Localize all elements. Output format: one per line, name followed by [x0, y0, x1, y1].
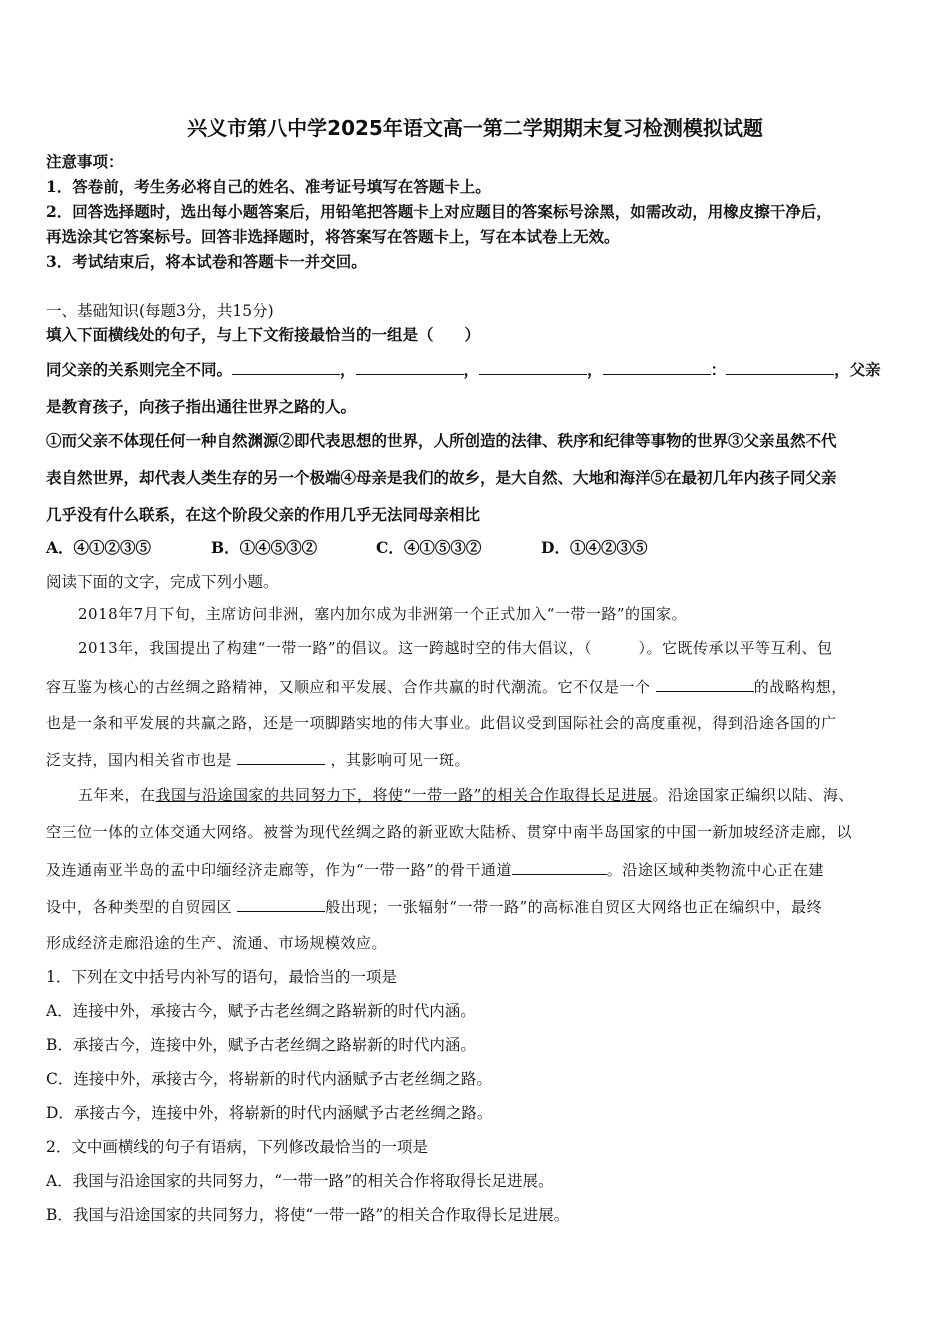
reading-paragraph-3-line [46, 858, 906, 881]
notice-item: 再选涂其它答案标号。回答非选择题时，将答案写在答题卡上，写在本试卷上无效。 [46, 227, 620, 246]
text-segment: 设中，各种类型的自贸园区 [46, 898, 238, 916]
question-2-option: A．我国与沿途国家的共同努力，“一带一路”的相关合作将取得长足进展。 [46, 1172, 554, 1190]
reading-paragraph-3-line: 形成经济走廊沿途的生产、流通、市场规模效应。 [46, 934, 388, 952]
text-segment: 容互鉴为核心的古丝绸之路精神，又顺应和平发展、合作共赢的时代潮流。它不仅是一个 [46, 678, 656, 696]
answer-blank [726, 358, 834, 375]
question-1-option: A．连接中外，承接古今，赋予古老丝绸之路崭新的时代内涵。 [46, 1002, 476, 1020]
text-segment: 及连通南亚半岛的孟中印缅经济走廊等，作为“一带一路”的骨干通道 [46, 861, 512, 879]
question-1-option: D．承接古今，连接中外，将崭新的时代内涵赋予古老丝绸之路。 [46, 1104, 493, 1122]
fill-sentence-end: 是教育孩子，向孩子指出通往世界之路的人。 [46, 397, 357, 416]
reading-paragraph-3-line [78, 784, 906, 806]
material-line: ①而父亲不体现任何一种自然渊源②即代表思想的世界，人所创造的法律、秩序和纪律等事物的世界③父亲虽然不代 [46, 431, 837, 450]
notice-item: 2．回答选择题时，选出每小题答案后，用铅笔把答题卡上对应题目的答案标号涂黑，如需改动，用橡皮擦干净后， [46, 202, 832, 221]
option-c: C．④①⑤③② [376, 538, 482, 557]
reading-instruction: 阅读下面的文字，完成下列小题。 [46, 573, 279, 591]
fill-sentence [46, 358, 906, 381]
section-heading: 一、基础知识(每题3分，共15分) [46, 302, 274, 320]
answer-blank [237, 895, 325, 912]
reading-paragraph-2-line [46, 675, 906, 698]
separator: ， [463, 360, 480, 379]
option-a: A．④①②③⑤ [46, 538, 152, 557]
answer-blank [603, 358, 711, 375]
underlined-sentence: 我国与沿途国家的共同努力下，将使“一带一路”的相关合作取得长足进展 [155, 786, 653, 804]
fill-sentence-start: 同父亲的关系则完全不同。 [46, 360, 233, 379]
answer-blank [356, 358, 464, 375]
question-1-option: B．承接古今，连接中外，赋予古老丝绸之路崭新的时代内涵。 [46, 1036, 476, 1054]
answer-blank [656, 675, 754, 692]
exam-title: 兴义市第八中学2025年语文高一第二学期期末复习检测模拟试题 [187, 116, 763, 140]
text-segment: ，其影响可见一斑。 [325, 751, 471, 769]
answer-blank [479, 358, 587, 375]
answer-blank [232, 358, 340, 375]
text-segment: 泛支持，国内相关省市也是 [46, 751, 238, 769]
text-segment: 般出现；一张辐射“一带一路”的高标准自贸区大网络也正在编织中，最终 [325, 898, 823, 916]
question-stem: 填入下面横线处的句子，与上下文衔接最恰当的一组是（ ） [46, 325, 481, 344]
reading-paragraph-1: 2018年7月下旬，主席访问非洲，塞内加尔成为非洲第一个正式加入“一带一路”的国家。 [78, 605, 688, 623]
question-1-stem: 1．下列在文中括号内补写的语句，最恰当的一项是 [46, 968, 397, 986]
question-2-option: B．我国与沿途国家的共同努力，将使“一带一路”的相关合作取得长足进展。 [46, 1206, 570, 1224]
separator: ， [587, 360, 603, 379]
reading-paragraph-2-line [46, 748, 906, 771]
option-d: D．①④②③⑤ [541, 538, 648, 557]
text-segment: 五年来，在 [78, 786, 156, 804]
options-row [46, 537, 906, 559]
separator: ： [710, 360, 727, 379]
reading-paragraph-3-line [46, 895, 906, 918]
material-line: 几乎没有什么联系，在这个阶段父亲的作用几乎无法同母亲相比 [46, 505, 481, 524]
separator: ， [340, 360, 356, 379]
separator: ，父亲 [834, 360, 881, 379]
text-segment: 。沿途国家正编织以陆、海、 [652, 786, 854, 804]
answer-blank [512, 858, 607, 875]
notice-item: 1．答卷前，考生务必将自己的姓名、准考证号填写在答题卡上。 [46, 177, 491, 196]
text-segment: 的战略构想， [753, 678, 847, 696]
question-2-stem: 2．文中画横线的句子有语病，下列修改最恰当的一项是 [46, 1138, 428, 1156]
question-1-option: C．连接中外，承接古今，将崭新的时代内涵赋予古老丝绸之路。 [46, 1070, 492, 1088]
option-b: B．①④⑤③② [211, 538, 318, 557]
material-line: 表自然世界，却代表人类生存的另一个极端④母亲是我们的故乡，是大自然、大地和海洋⑤在最初几年内孩子同父亲 [46, 468, 837, 487]
reading-paragraph-2-line: 也是一条和平发展的共赢之路，还是一项脚踏实地的伟大事业。此倡议受到国际社会的高度重视，得到沿途各国的广 [46, 714, 837, 732]
notice-heading: 注意事项： [46, 152, 124, 171]
reading-paragraph-2-line: 2013年，我国提出了构建“一带一路”的倡议。这一跨越时空的伟大倡议，（ ）。它既传承以平等互利、包 [78, 639, 833, 657]
notice-item: 3．考试结束后，将本试卷和答题卡一并交回。 [46, 252, 367, 271]
reading-paragraph-3-line: 空三位一体的立体交通大网络。被誉为现代丝绸之路的新亚欧大陆桥、贯穿中南半岛国家的中国一新加坡经济走廊，以 [46, 823, 853, 841]
answer-blank [237, 748, 325, 765]
text-segment: 。沿途区域种类物流中心正在建 [606, 861, 824, 879]
